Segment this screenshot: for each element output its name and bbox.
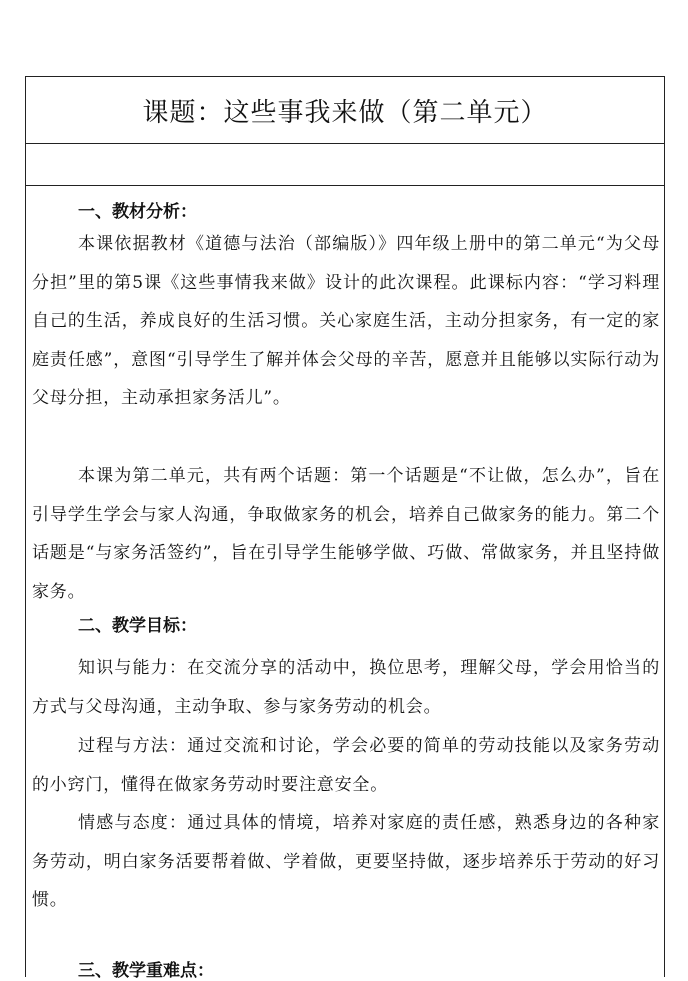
blank-row (26, 143, 664, 186)
section-2-paragraph-1: 知识与能力：在交流分享的活动中，换位思考，理解父母，学会用恰当的方式与父母沟通，主动争取、参与家务劳动的机会。 (32, 658, 660, 717)
section-heading-1: 一、教材分析： (78, 202, 197, 222)
section-1-paragraph-1: 本课依据教材《道德与法治（部编版）》四年级上册中的第二单元“为父母分担”里的第5课《这些事情我来做》设计的此次课程。此课标内容：“学习料理自己的生活，养成良好的生活习惯。关心家庭生活，主动分担家务，有一定的家庭责任感”，意图“引导学生了解并体会父母的辛苦，愿意并且能够以实际行动为父母分担，主动承担家务活儿”。 (32, 234, 660, 409)
lesson-plan-table (25, 76, 665, 981)
title-row (26, 77, 664, 144)
page-title: 课题：这些事我来做（第二单元） (142, 97, 548, 128)
section-2-paragraph-2: 过程与方法：通过交流和讨论，学会必要的简单的劳动技能以及家务劳动的小窍门，懂得在做家务劳动时要注意安全。 (32, 736, 660, 795)
section-heading-2: 二、教学目标： (78, 616, 197, 636)
section-1-paragraph-2: 本课为第二单元，共有两个话题：第一个话题是“不让做，怎么办”，旨在引导学生学会与家人沟通，争取做家务的机会，培养自己做家务的能力。第二个话题是“与家务活签约”，旨在引导学生能够学做、巧做、常做家务，并且坚持做家务。 (32, 466, 660, 602)
section-heading-3: 三、教学重难点： (78, 961, 214, 981)
section-2-paragraph-3: 情感与态度：通过具体的情境，培养对家庭的责任感，熟悉身边的各种家务劳动，明白家务活要帮着做、学着做，更要坚持做，逐步培养乐于劳动的好习惯。 (32, 813, 660, 911)
